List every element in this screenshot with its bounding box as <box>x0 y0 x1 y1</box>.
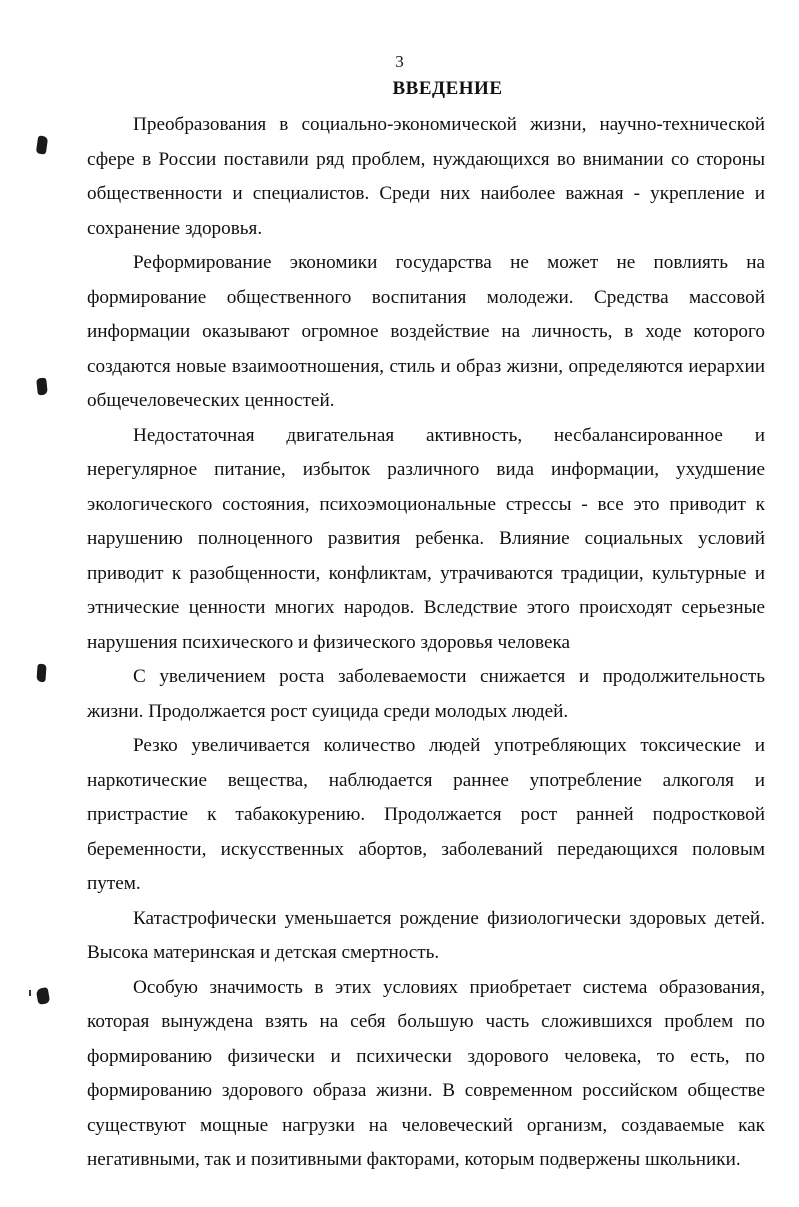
paragraph: Реформирование экономики государства не может не повлиять на формирование общественного воспитания молодежи. Средства массовой информации оказывают огромное воздействие на личность, в ходе которого создаются новые взаимоотношения, стиль и образ жизни, определяются иерархии общечеловеческих ценностей. <box>87 252 765 411</box>
paragraph: Недостаточная двигательная активность, несбалансированное и нерегулярное питание, избыток различного вида информации, ухудшение экологического состояния, психоэмоциональные стрессы - все это приводит к нарушению полноценного развития ребенка. Влияние социальных условий приводит к разобщенности, конфликтам, утрачиваются традиции, культурные и этнические ценности многих народов. Вследствие этого происходят серьезные нарушения психического и физического здоровья человека <box>87 424 765 653</box>
page-number: 3 <box>395 52 404 71</box>
binding-hole-mark <box>36 664 46 683</box>
paragraph: Катастрофически уменьшается рождение физиологически здоровых детей. Высока материнская и детская смертность. <box>87 907 765 963</box>
paragraph: Особую значимость в этих условиях приобретает система образования, которая вынуждена взять на себя большую часть сложившихся проблем по формированию физически и психически здорового человека, то есть, по формированию здорового образа жизни. В современном российском обществе существуют мощные нагрузки на человеческий организм, создаваемые как негативными, так и позитивными факторами, которым подвержены школьники. <box>87 976 765 1170</box>
paragraph: Преобразования в социально-экономической жизни, научно-технической сфере в России поставили ряд проблем, нуждающихся во внимании со стороны общественности и специалистов. Среди них наиболее важная - укрепление и сохранение здоровья. <box>87 114 765 239</box>
scan-speck <box>29 990 31 996</box>
binding-hole-mark <box>36 378 48 396</box>
page-title: ВВЕДЕНИЕ <box>392 78 503 99</box>
paragraph: Резко увеличивается количество людей употребляющих токсические и наркотические вещества, наблюдается раннее употребление алкоголя и пристрастие к табакокурению. Продолжается рост ранней подростковой беременности, искусственных абортов, заболеваний передающихся половым путем. <box>87 735 765 894</box>
body-text <box>87 108 765 1178</box>
binding-hole-mark <box>36 987 51 1005</box>
paragraph: С увеличением роста заболеваемости снижается и продолжительность жизни. Продолжается рост суицида среди молодых людей. <box>87 666 765 722</box>
binding-hole-mark <box>36 135 48 154</box>
